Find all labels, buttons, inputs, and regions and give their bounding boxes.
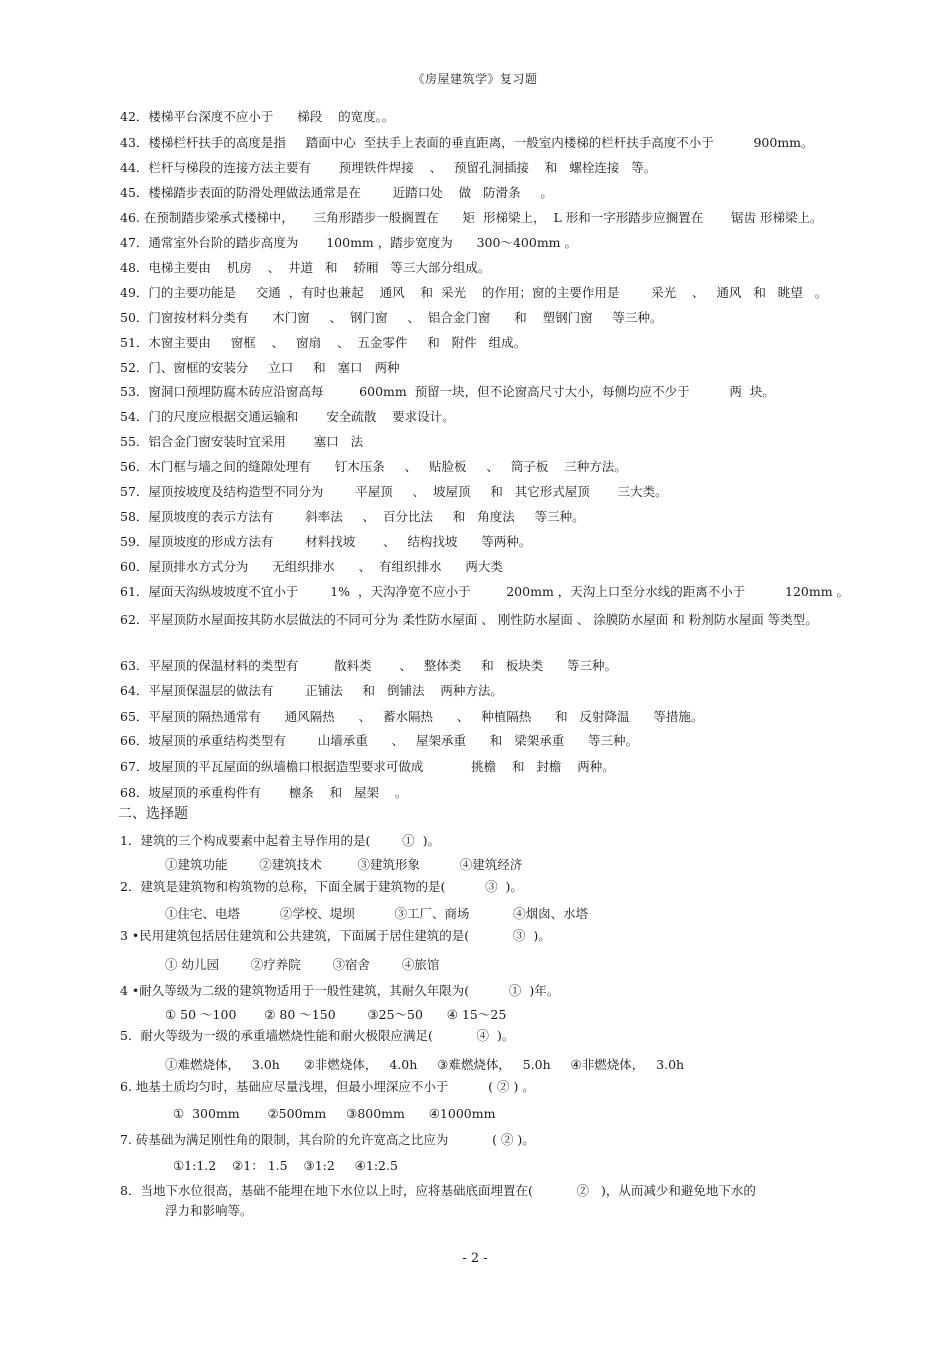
question-49: 49．门的主要功能是 交通 ，有时也兼起 通风 和 采光 的作用；窗的主要作用是 采光 、 通风 和 眺望 。 bbox=[120, 285, 828, 300]
choice-options-1: ①建筑功能 ②建筑技术 ③建筑形象 ④建筑经济 bbox=[165, 857, 523, 872]
choice-options-4: ① 50 ～100 ② 80 ～150 ③25～50 ④ 15～25 bbox=[165, 1007, 507, 1022]
question-44: 44．栏杆与梯段的连接方法主要有 预埋铁件焊接 、 预留孔洞插接 和 螺栓连接 等。 bbox=[120, 160, 657, 175]
choice-question-8-continuation: 浮力和影响等。 bbox=[165, 1203, 253, 1218]
question-65: 65．平屋顶的隔热通常有 通风隔热 、 蓄水隔热 、 种植隔热 和 反射降温 等措施。 bbox=[120, 709, 704, 724]
choice-question-3: 3 •民用建筑包括居住建筑和公共建筑，下面属于居住建筑的是( ③ )。 bbox=[120, 928, 551, 943]
question-54: 54．门的尺度应根据交通运输和 安全疏散 要求设计。 bbox=[120, 409, 455, 424]
question-56: 56．木门框与墙之间的缝隙处理有 钉木压条 、 贴脸板 、 筒子板 三种方法。 bbox=[120, 459, 627, 474]
question-50: 50．门窗按材料分类有 木门窗 、 钢门窗 、 铝合金门窗 和 塑钢门窗 等三种。 bbox=[120, 310, 663, 325]
choice-question-1: 1．建筑的三个构成要素中起着主导作用的是( ① )。 bbox=[120, 833, 440, 848]
question-48: 48．电梯主要由 机房 、 井道 和 轿厢 等三大部分组成。 bbox=[120, 260, 491, 275]
choice-question-6: 6. 地基土质均匀时，基础应尽量浅埋，但最小埋深应不小于 ( ② ) 。 bbox=[120, 1079, 535, 1094]
choice-options-7: ①1:1.2 ②1： 1.5 ③1:2 ④1:2.5 bbox=[165, 1158, 398, 1173]
question-62: 62．平屋顶防水屋面按其防水层做法的不同可分为 柔性防水屋面 、 刚性防水屋面 、 涂膜防水屋面 和 粉剂防水屋面 等类型。 bbox=[120, 612, 818, 627]
question-63: 63．平屋顶的保温材料的类型有 散料类 、 整体类 和 板块类 等三种。 bbox=[120, 658, 618, 673]
question-64: 64．平屋顶保温层的做法有 正铺法 和 倒铺法 两种方法。 bbox=[120, 683, 503, 698]
choice-options-5: ①难燃烧体， 3.0h ②非燃烧体， 4.0h ③难燃烧体， 5.0h ④非燃烧体， 3.0h bbox=[165, 1057, 685, 1072]
choice-options-2: ①住宅、电塔 ②学校、堤坝 ③工厂、商场 ④烟囱、水塔 bbox=[165, 906, 589, 921]
choice-question-7: 7. 砖基础为满足刚性角的限制，其台阶的允许宽高之比应为 ( ② )。 bbox=[120, 1132, 535, 1147]
question-57: 57．屋顶按坡度及结构造型不同分为 平屋顶 、 坡屋顶 和 其它形式屋顶 三大类。 bbox=[120, 484, 668, 499]
question-45: 45．楼梯踏步表面的防滑处理做法通常是在 近踏口处 做 防滑条 。 bbox=[120, 185, 553, 200]
question-66: 66．坡屋顶的承重结构类型有 山墙承重 、 屋架承重 和 梁架承重 等三种。 bbox=[120, 733, 639, 748]
question-46: 46. 在预制踏步梁承式楼梯中， 三角形踏步一般搁置在 矩 形梯梁上， L 形和一字形踏步应搁置在 锯齿 形梯梁上。 bbox=[120, 210, 823, 225]
section-heading-choice: 二、选择题 bbox=[118, 806, 188, 822]
choice-question-4: 4 •耐久等级为二级的建筑物适用于一般性建筑，其耐久年限为( ① )年。 bbox=[120, 983, 560, 998]
page-header-title: 《房屋建筑学》复习题 bbox=[412, 72, 538, 86]
question-68: 68．坡屋顶的承重构件有 檩条 和 屋架 。 bbox=[120, 785, 408, 800]
question-47: 47．通常室外台阶的踏步高度为 100mm ，踏步宽度为 300～400mm 。 bbox=[120, 235, 577, 250]
question-53: 53．窗洞口预埋防腐木砖应沿窗高每 600mm 预留一块，但不论窗高尺寸大小，每侧均应不少于 两 块。 bbox=[120, 384, 775, 399]
question-61: 61．屋面天沟纵坡坡度不宜小于 1% ，天沟净宽不应小于 200mm ，天沟上口至分水线的距离不小于 120mm 。 bbox=[120, 584, 850, 599]
question-67: 67．坡屋顶的平瓦屋面的纵墙檐口根据造型要求可做成 挑檐 和 封檐 两种。 bbox=[120, 759, 615, 774]
question-43: 43．楼梯栏杆扶手的高度是指 踏面中心 至扶手上表面的垂直距离，一般室内楼梯的栏杆扶手高度不小于 900mm。 bbox=[120, 135, 814, 150]
choice-question-8: 8．当地下水位很高，基础不能埋在地下水位以上时，应将基础底面埋置在( ② )，从而减少和避免地下水的 bbox=[120, 1183, 756, 1198]
question-52: 52．门、窗框的安装分 立口 和 塞口 两种 bbox=[120, 360, 400, 375]
page-number: - 2 - bbox=[462, 1251, 488, 1266]
choice-options-3: ① 幼儿园 ②疗养院 ③宿舍 ④旅馆 bbox=[165, 957, 440, 972]
question-60: 60．屋顶排水方式分为 无组织排水 、 有组织排水 两大类 bbox=[120, 559, 503, 574]
question-58: 58．屋顶坡度的表示方法有 斜率法 、 百分比法 和 角度法 等三种。 bbox=[120, 509, 585, 524]
question-42: 42．楼梯平台深度不应小于 梯段 的宽度。。 bbox=[120, 109, 395, 124]
question-55: 55．铝合金门窗安装时宜采用 塞口 法 bbox=[120, 434, 364, 449]
question-59: 59．屋顶坡度的形成方法有 材料找坡 、 结构找坡 等两种。 bbox=[120, 534, 532, 549]
question-51: 51．木窗主要由 窗框 、 窗扇 、 五金零件 和 附件 组成。 bbox=[120, 335, 527, 350]
choice-question-5: 5．耐火等级为一级的承重墙燃烧性能和耐火极限应满足( ④ )。 bbox=[120, 1028, 515, 1043]
choice-options-6: ① 300mm ②500mm ③800mm ④1000mm bbox=[165, 1106, 496, 1121]
choice-question-2: 2．建筑是建筑物和构筑物的总称，下面全属于建筑物的是( ③ )。 bbox=[120, 879, 523, 894]
